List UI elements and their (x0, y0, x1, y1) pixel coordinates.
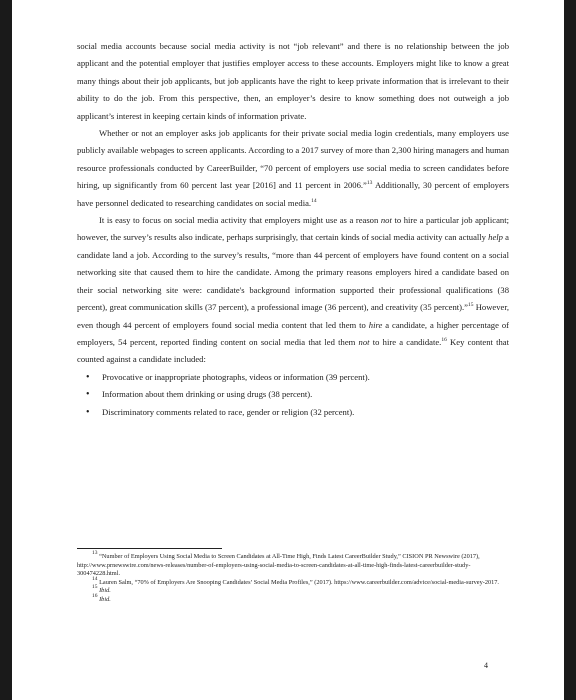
footnote: $^{14}$ Lauren Salm, “70% of Employers Are Snooping Candidates’ Social Media Profiles,” (2017). https://www.careerbuilder.com/advice/social-media-survey-2017. (92, 575, 499, 586)
bullet-item: • Discriminatory comments related to race, gender or religion (32 percent). (86, 404, 509, 421)
body-text (77, 38, 509, 421)
footnote-number: 14 (92, 575, 98, 582)
bullet-item: • Information about them drinking or using drugs (38 percent). (86, 386, 509, 403)
footnote-ref: 16 (441, 336, 447, 343)
footnote-ref: 13 (366, 180, 373, 187)
footnote-ibid: Ibid. (99, 587, 111, 595)
footnotes (77, 550, 509, 605)
footnote: $^{13}$ “Number of Employers Using Social Media to Screen Candidates at All-Time High, Finds Latest CareerBuilder Study,” CISION PR Newswire (2017), http://www.prnewswire.com/news-releases/number-of-employers-using-social-media-to-screen-candidates-at-all-time-high-finds-latest-careerbuilder-study-300474228.html. (77, 550, 480, 578)
paragraph: Whether or not an employer asks job applicants for their private social media login credentials, many employers use publicly available webpages to screen applicants. According to a 2017 survey of more than 2,300 hiring managers and human resource professionals conducted by CareerBuilder, “70 percent of employers use social media to screen candidates before hiring, up significantly from 60 percent last year [2016] and 11 percent in 2006.”$^{13}$ Additionally, 30 percent of employers have personnel dedicated to researching candidates on social media.$^{14}$ (77, 128, 510, 208)
emphasis: not (380, 215, 392, 226)
footnote-ibid: Ibid. (99, 595, 111, 603)
emphasis: hire (368, 319, 383, 330)
footnote (77, 584, 509, 596)
bullet-list (77, 369, 509, 421)
page-number: 4 (484, 661, 488, 670)
emphasis: help (488, 232, 503, 243)
footnote-ref: 14 (311, 197, 317, 204)
footnote-divider (77, 548, 222, 549)
bullet-item: • Provocative or inappropriate photographs, videos or information (39 percent). (86, 369, 509, 386)
emphasis: not (358, 336, 370, 347)
footnote-number: 13 (92, 550, 98, 556)
footnote (77, 592, 509, 605)
footnote-ref: 15 (467, 302, 474, 309)
document-page (12, 0, 564, 700)
paragraph: It is easy to focus on social media activity that employers might use as a reason not to hire a particular job applicant; however, the survey’s results also indicate, perhaps surprisingly, that certain kinds of social media activity can actually help a candidate land a job. According to the survey’s results, “more than 44 percent of employers have found content on a social networking site that caused them to hire the candidate. Among the primary reasons employers hired a candidate based on their social networking site were: candidate's background information supported their professional qualifications (38 percent), great communication skills (37 percent), a professional image (36 percent), and creativity (35 percent).”$^{15}$ However, even though 44 percent of employers found social media content that led them to hire a candidate, a higher percentage of employers, 54 percent, reported finding content on social media that led them not to hire a candidate.$^{16}$ Key content that counted against a candidate included: (77, 215, 509, 365)
footnote-number: 16 (92, 592, 98, 599)
paragraph: social media accounts because social media activity is not “job relevant” and there is no relationship between the job applicant and the potential employer that justifies employer access to these accounts. Employers might like to know a great many things about their job applicants, but job applicants have the right to keep private information that is irrelevant to their ability to do the job. From this perspective, then, an employer’s desire to know something does not outweigh a job applicant’s interest in keeping certain kinds of information private. (77, 41, 509, 121)
footnote-number: 15 (92, 584, 98, 591)
